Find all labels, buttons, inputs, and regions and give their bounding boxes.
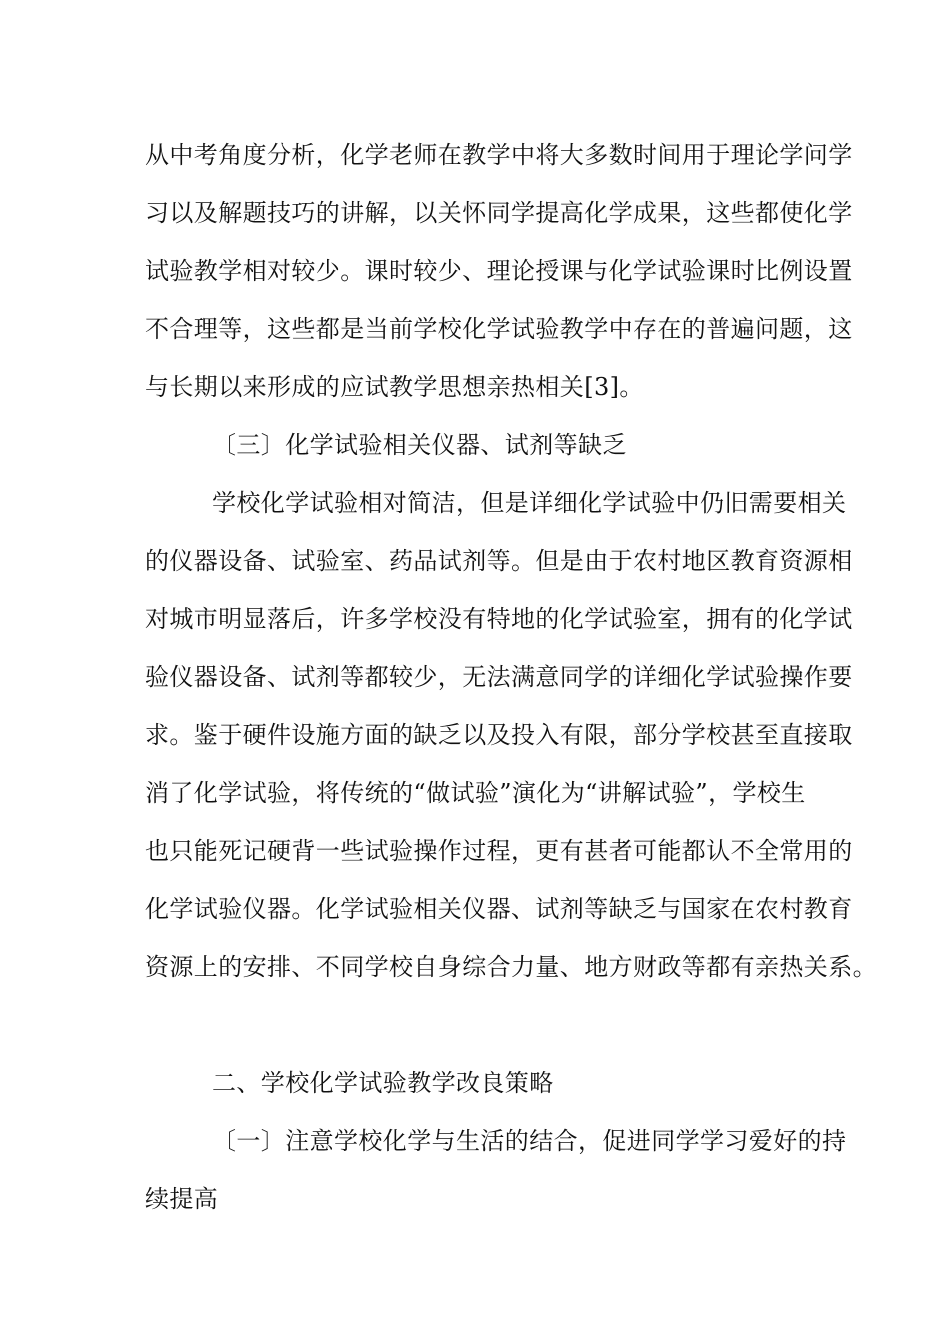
text-line: 验仪器设备、试剂等都较少，无法满意同学的详细化学试验操作要 [145, 663, 853, 691]
text-line: 试验教学相对较少。课时较少、理论授课与化学试验课时比例设置 [145, 257, 853, 285]
section-heading: 二、学校化学试验教学改良策略 [212, 1069, 554, 1097]
text-line: 不合理等，这些都是当前学校化学试验教学中存在的普遍问题，这 [145, 315, 853, 343]
text-line: 资源上的安排、不同学校自身综合力量、地方财政等都有亲热关系。 [145, 953, 877, 981]
text-line: 学校化学试验相对简洁，但是详细化学试验中仍旧需要相关 [212, 489, 847, 517]
text-line: 续提高 [145, 1185, 219, 1213]
text-line: 求。鉴于硬件设施方面的缺乏以及投入有限，部分学校甚至直接取 [145, 721, 853, 749]
subsection-heading: 〔三〕化学试验相关仪器、试剂等缺乏 [212, 431, 627, 459]
text-line: 与长期以来形成的应试教学思想亲热相关[3]。 [145, 373, 644, 401]
text-line: 消了化学试验，将传统的“做试验”演化为“讲解试验”，学校生 [145, 779, 806, 807]
text-line: 〔一〕注意学校化学与生活的结合，促进同学学习爱好的持 [212, 1127, 847, 1155]
text-line: 习以及解题技巧的讲解，以关怀同学提高化学成果，这些都使化学 [145, 199, 853, 227]
text-line: 的仪器设备、试验室、药品试剂等。但是由于农村地区教育资源相 [145, 547, 853, 575]
text-line: 从中考角度分析，化学老师在教学中将大多数时间用于理论学问学 [145, 141, 853, 169]
text-line: 对城市明显落后，许多学校没有特地的化学试验室，拥有的化学试 [145, 605, 853, 633]
text-line: 也只能死记硬背一些试验操作过程，更有甚者可能都认不全常用的 [145, 837, 853, 865]
text-line: 化学试验仪器。化学试验相关仪器、试剂等缺乏与国家在农村教育 [145, 895, 853, 923]
